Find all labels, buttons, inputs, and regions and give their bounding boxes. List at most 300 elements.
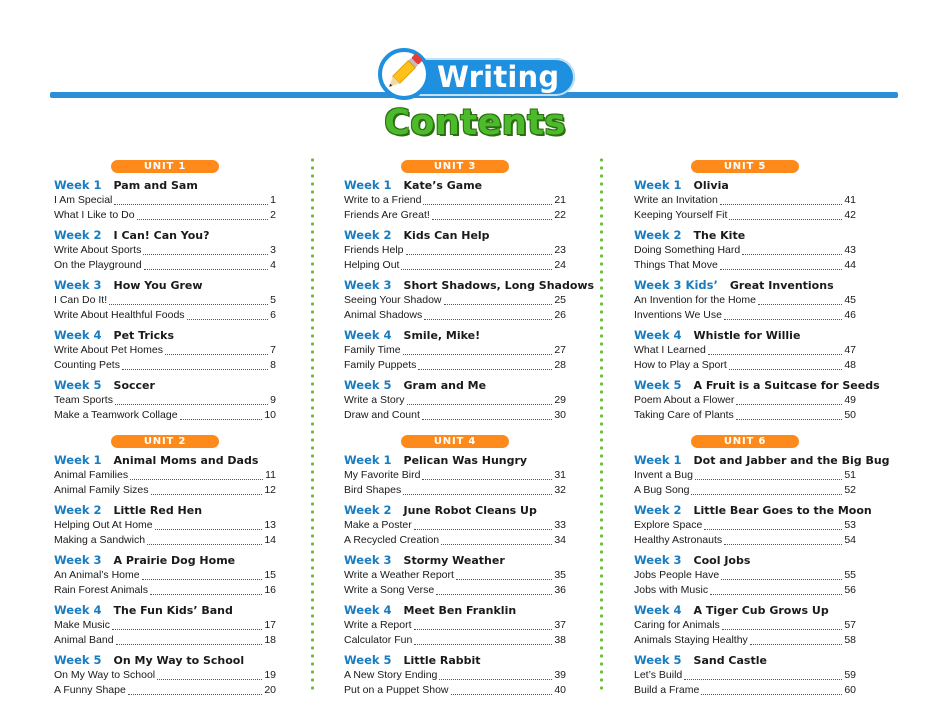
week-group — [344, 552, 566, 598]
page-number: 41 — [844, 194, 856, 206]
week-title: June Robot Cleans Up — [403, 504, 537, 517]
entry-title: An Invention for the Home — [634, 294, 756, 306]
toc-entry[interactable] — [344, 618, 566, 633]
toc-entry[interactable] — [344, 193, 566, 208]
week-title: Pelican Was Hungry — [403, 454, 528, 467]
week-number: Week 4 — [634, 603, 682, 617]
dot-leader — [165, 345, 268, 355]
page-number: 56 — [844, 584, 856, 596]
toc-entry[interactable] — [634, 668, 856, 683]
page-number: 2 — [270, 209, 276, 221]
week-heading — [634, 502, 872, 518]
page-number: 3 — [270, 244, 276, 256]
toc-entry[interactable] — [634, 568, 856, 583]
unit-label: UNIT 5 — [691, 160, 799, 173]
dot-leader — [422, 470, 552, 480]
toc-entry[interactable] — [344, 208, 566, 223]
week-group — [344, 502, 566, 548]
week-group — [54, 227, 276, 273]
entry-title: How to Play a Sport — [634, 359, 727, 371]
entry-title: Jobs with Music — [634, 584, 709, 596]
dot-leader — [109, 295, 268, 305]
page-number: 21 — [554, 194, 566, 206]
week-heading — [54, 227, 276, 243]
toc-entry[interactable] — [54, 668, 276, 683]
page-number: 57 — [844, 619, 856, 631]
week-number: Week 5 — [344, 653, 392, 667]
toc-entry[interactable] — [634, 633, 856, 648]
dot-leader — [150, 585, 262, 595]
page-number: 30 — [554, 409, 566, 421]
dot-leader — [115, 395, 268, 405]
week-heading — [344, 327, 566, 343]
week-title: On My Way to School — [113, 654, 245, 667]
week-group — [634, 502, 872, 548]
page-number: 17 — [264, 619, 276, 631]
week-group — [634, 652, 856, 698]
toc-entry[interactable] — [344, 518, 566, 533]
entry-title: Write a Song Verse — [344, 584, 435, 596]
week-group — [54, 177, 276, 223]
page-number: 15 — [264, 569, 276, 581]
page-number: 52 — [844, 484, 856, 496]
week-title: Cool Jobs — [693, 554, 751, 567]
page-number: 22 — [554, 209, 566, 221]
page-number: 46 — [844, 309, 856, 321]
dot-leader — [403, 485, 552, 495]
page-number: 51 — [844, 469, 856, 481]
dot-leader — [116, 635, 263, 645]
entry-title: Making a Sandwich — [54, 534, 146, 546]
toc-entry[interactable] — [634, 683, 856, 698]
dot-leader — [147, 535, 262, 545]
page-number: 5 — [270, 294, 276, 306]
week-title: Kids Can Help — [403, 229, 490, 242]
entry-title: On the Playground — [54, 259, 142, 271]
week-title: Whistle for Willie — [693, 329, 801, 342]
page-number: 18 — [264, 634, 276, 646]
page-number: 39 — [554, 669, 566, 681]
week-number: Week 3 — [344, 553, 392, 567]
entry-title: Draw and Count — [344, 409, 420, 421]
entry-title: Things That Move — [634, 259, 718, 271]
page-number: 16 — [264, 584, 276, 596]
page-number: 13 — [264, 519, 276, 531]
page-number: 25 — [554, 294, 566, 306]
toc-entry[interactable] — [634, 258, 856, 273]
page-number: 49 — [844, 394, 856, 406]
toc-entry[interactable] — [54, 258, 276, 273]
week-title: Short Shadows, Long Shadows — [403, 279, 595, 292]
week-number: Week 2 — [344, 503, 392, 517]
week-heading — [634, 277, 856, 293]
week-heading — [54, 652, 276, 668]
toc-entry[interactable] — [54, 533, 276, 548]
week-heading — [54, 452, 276, 468]
toc-entry[interactable] — [634, 243, 856, 258]
entry-title: Poem About a Flower — [634, 394, 735, 406]
entry-title: I Am Special — [54, 194, 113, 206]
week-heading — [344, 602, 566, 618]
toc-entry[interactable] — [54, 468, 276, 483]
dot-leader — [684, 670, 842, 680]
toc-entry[interactable] — [634, 618, 856, 633]
entry-title: Animal Families — [54, 469, 129, 481]
entry-title: A Bug Song — [634, 484, 690, 496]
page-number: 27 — [554, 344, 566, 356]
week-group — [344, 327, 566, 373]
week-group — [54, 552, 276, 598]
toc-entry[interactable] — [634, 533, 856, 548]
page-number: 58 — [844, 634, 856, 646]
week-group — [634, 327, 856, 373]
toc-entry[interactable] — [54, 568, 276, 583]
week-number: Week 3 — [634, 553, 682, 567]
entry-title: Animal Family Sizes — [54, 484, 149, 496]
week-heading — [634, 227, 856, 243]
week-number: Week 5 — [344, 378, 392, 392]
dot-leader — [414, 520, 553, 530]
dot-leader — [187, 310, 269, 320]
unit-section — [634, 435, 890, 698]
page-number: 6 — [270, 309, 276, 321]
toc-entry[interactable] — [344, 408, 566, 423]
week-heading — [54, 327, 276, 343]
toc-entry[interactable] — [54, 243, 276, 258]
dot-leader — [128, 685, 263, 695]
week-heading — [54, 277, 276, 293]
dot-leader — [444, 295, 553, 305]
page-number: 23 — [554, 244, 566, 256]
toc-entry[interactable] — [54, 583, 276, 598]
toc-entry[interactable] — [344, 308, 566, 323]
toc-entry[interactable] — [54, 393, 276, 408]
entry-title: A Funny Shape — [54, 684, 126, 696]
page-number: 26 — [554, 309, 566, 321]
dot-leader — [180, 410, 263, 420]
week-title: Meet Ben Franklin — [403, 604, 517, 617]
toc-entry[interactable] — [634, 483, 856, 498]
week-number: Week 3 — [54, 553, 102, 567]
page-number: 4 — [270, 259, 276, 271]
dot-leader — [729, 360, 843, 370]
week-title: The Kite — [693, 229, 746, 242]
toc-entry[interactable] — [54, 343, 276, 358]
dot-leader — [708, 345, 843, 355]
entry-title: On My Way to School — [54, 669, 156, 681]
toc-entry[interactable] — [344, 468, 566, 483]
week-title: A Prairie Dog Home — [113, 554, 236, 567]
dot-leader — [407, 395, 553, 405]
unit-label: UNIT 4 — [401, 435, 509, 448]
entry-title: Family Time — [344, 344, 401, 356]
page-number: 19 — [264, 669, 276, 681]
week-group — [634, 452, 890, 498]
week-heading — [634, 452, 890, 468]
page-number: 32 — [554, 484, 566, 496]
week-heading — [344, 552, 566, 568]
week-group — [344, 227, 566, 273]
week-number: Week 4 — [634, 328, 682, 342]
week-group — [344, 377, 566, 423]
toc-entry[interactable] — [344, 633, 566, 648]
toc-entry[interactable] — [54, 408, 276, 423]
toc-entry[interactable] — [634, 358, 856, 373]
entry-title: Write About Pet Homes — [54, 344, 163, 356]
week-number: Week 2 — [634, 503, 682, 517]
week-title: I Can! Can You? — [113, 229, 210, 242]
week-title: Little Rabbit — [403, 654, 481, 667]
week-group — [634, 602, 856, 648]
week-group — [634, 177, 856, 223]
dot-leader — [157, 670, 262, 680]
entry-title: Healthy Astronauts — [634, 534, 723, 546]
entry-title: Inventions We Use — [634, 309, 722, 321]
toc-entry[interactable] — [344, 243, 566, 258]
week-group — [54, 602, 276, 648]
entry-title: My Favorite Bird — [344, 469, 421, 481]
week-number: Week 1 — [634, 178, 682, 192]
toc-entry[interactable] — [54, 483, 276, 498]
entry-title: What I Learned — [634, 344, 706, 356]
toc-entry[interactable] — [634, 193, 856, 208]
toc-entry[interactable] — [634, 393, 856, 408]
dot-leader — [137, 210, 269, 220]
entry-title: Helping Out — [344, 259, 400, 271]
entry-title: Keeping Yourself Fit — [634, 209, 728, 221]
dot-leader — [414, 635, 552, 645]
week-number: Week 5 — [634, 378, 682, 392]
dot-leader — [142, 570, 263, 580]
unit-section — [634, 160, 880, 423]
week-number: Week 4 — [344, 328, 392, 342]
entry-title: Bird Shapes — [344, 484, 402, 496]
week-title: Gram and Me — [403, 379, 487, 392]
week-number: Week 2 — [54, 228, 102, 242]
toc-entry[interactable] — [634, 293, 856, 308]
toc-entry[interactable] — [344, 568, 566, 583]
toc-entry[interactable] — [54, 358, 276, 373]
week-heading — [634, 552, 856, 568]
writing-title: Writing — [437, 60, 560, 94]
toc-entry[interactable] — [54, 293, 276, 308]
week-number: Week 1 — [54, 178, 102, 192]
page-number: 1 — [270, 194, 276, 206]
page-number: 34 — [554, 534, 566, 546]
toc-entry[interactable] — [344, 343, 566, 358]
week-title: How You Grew — [113, 279, 203, 292]
week-heading — [344, 652, 566, 668]
toc-entry[interactable] — [634, 408, 856, 423]
entry-title: Write an Invitation — [634, 194, 718, 206]
week-title: A Tiger Cub Grows Up — [693, 604, 829, 617]
week-group — [634, 277, 856, 323]
toc-entry[interactable] — [634, 343, 856, 358]
week-group — [634, 552, 856, 598]
entry-title: Write to a Friend — [344, 194, 422, 206]
week-group — [344, 602, 566, 648]
dot-leader — [432, 210, 553, 220]
toc-entry[interactable] — [54, 208, 276, 223]
week-heading — [344, 227, 566, 243]
entry-title: Build a Frame — [634, 684, 700, 696]
week-group — [54, 652, 276, 698]
entry-title: Friends Are Great! — [344, 209, 430, 221]
page-number: 40 — [554, 684, 566, 696]
week-heading — [54, 377, 276, 393]
week-title: Animal Moms and Dads — [113, 454, 259, 467]
week-heading — [634, 652, 856, 668]
toc-entry[interactable] — [634, 468, 856, 483]
entry-title: Animals Staying Healthy — [634, 634, 748, 646]
dot-leader — [729, 210, 842, 220]
page-number: 60 — [844, 684, 856, 696]
page-number: 24 — [554, 259, 566, 271]
week-title: A Fruit is a Suitcase for Seeds — [693, 379, 880, 392]
page-number: 31 — [554, 469, 566, 481]
week-number: Week 4 — [54, 328, 102, 342]
entry-title: A Recycled Creation — [344, 534, 440, 546]
page-number: 29 — [554, 394, 566, 406]
entry-title: A New Story Ending — [344, 669, 438, 681]
toc-entry[interactable] — [634, 583, 856, 598]
dot-leader — [720, 260, 842, 270]
dot-leader — [414, 620, 553, 630]
toc-entry[interactable] — [54, 618, 276, 633]
dot-leader — [710, 585, 842, 595]
toc-entry[interactable] — [634, 308, 856, 323]
toc-entry[interactable] — [54, 683, 276, 698]
toc-entry[interactable] — [344, 533, 566, 548]
week-heading — [344, 452, 566, 468]
toc-entry[interactable] — [54, 193, 276, 208]
dot-leader — [406, 245, 553, 255]
week-title: Great Inventions — [729, 279, 834, 292]
week-number: Week 3 — [344, 278, 392, 292]
entry-title: I Can Do It! — [54, 294, 108, 306]
toc-entry[interactable] — [54, 518, 276, 533]
week-title: Stormy Weather — [403, 554, 505, 567]
week-heading — [634, 327, 856, 343]
page-number: 59 — [844, 669, 856, 681]
entry-title: Let’s Build — [634, 669, 683, 681]
dot-leader — [439, 670, 552, 680]
page-number: 36 — [554, 584, 566, 596]
entry-title: Write About Healthful Foods — [54, 309, 185, 321]
week-number: Week 5 — [54, 378, 102, 392]
dot-leader — [441, 535, 552, 545]
entry-title: Explore Space — [634, 519, 703, 531]
toc-entry[interactable] — [634, 208, 856, 223]
week-number: Week 3 Kids’ — [634, 278, 718, 292]
page-number: 45 — [844, 294, 856, 306]
page-number: 42 — [844, 209, 856, 221]
toc-entry[interactable] — [344, 293, 566, 308]
week-group — [344, 277, 595, 323]
entry-title: Helping Out At Home — [54, 519, 153, 531]
entry-title: Seeing Your Shadow — [344, 294, 442, 306]
toc-entry[interactable] — [344, 258, 566, 273]
entry-title: Write a Weather Report — [344, 569, 454, 581]
entry-title: Write About Sports — [54, 244, 142, 256]
week-title: Pam and Sam — [113, 179, 198, 192]
week-title: Soccer — [113, 379, 155, 392]
week-title: Pet Tricks — [113, 329, 175, 342]
entry-title: Put on a Puppet Show — [344, 684, 449, 696]
week-title: The Fun Kids’ Band — [113, 604, 233, 617]
week-heading — [344, 277, 595, 293]
toc-entry[interactable] — [344, 358, 566, 373]
toc-entry[interactable] — [344, 668, 566, 683]
toc-entry[interactable] — [344, 683, 566, 698]
week-heading — [344, 502, 566, 518]
entry-title: An Animal’s Home — [54, 569, 140, 581]
week-number: Week 3 — [54, 278, 102, 292]
toc-column-1 — [54, 160, 276, 698]
week-number: Week 1 — [634, 453, 682, 467]
entry-title: Caring for Animals — [634, 619, 720, 631]
dot-leader — [403, 345, 553, 355]
unit-label: UNIT 3 — [401, 160, 509, 173]
column-divider — [311, 156, 314, 691]
entry-title: Make a Poster — [344, 519, 412, 531]
week-number: Week 1 — [344, 453, 392, 467]
page-number: 14 — [264, 534, 276, 546]
toc-entry[interactable] — [344, 393, 566, 408]
week-heading — [634, 177, 856, 193]
page-number: 7 — [270, 344, 276, 356]
page-number: 12 — [264, 484, 276, 496]
column-divider — [600, 156, 603, 691]
page-number: 9 — [270, 394, 276, 406]
toc-entry[interactable] — [634, 518, 856, 533]
week-title: Dot and Jabber and the Big Bug — [693, 454, 890, 467]
week-group — [54, 277, 276, 323]
dot-leader — [422, 410, 552, 420]
toc-entry[interactable] — [54, 633, 276, 648]
page-number: 48 — [844, 359, 856, 371]
toc-entry[interactable] — [54, 308, 276, 323]
page-number: 37 — [554, 619, 566, 631]
week-number: Week 2 — [54, 503, 102, 517]
dot-leader — [151, 485, 263, 495]
week-group — [54, 377, 276, 423]
entry-title: Rain Forest Animals — [54, 584, 148, 596]
week-heading — [344, 177, 566, 193]
dot-leader — [750, 635, 843, 645]
week-number: Week 1 — [54, 453, 102, 467]
page-number: 11 — [265, 469, 276, 481]
dot-leader — [720, 195, 842, 205]
page-number: 35 — [554, 569, 566, 581]
week-heading — [634, 602, 856, 618]
page-number: 50 — [844, 409, 856, 421]
entry-title: Calculator Fun — [344, 634, 413, 646]
dot-leader — [721, 570, 842, 580]
entry-title: Taking Care of Plants — [634, 409, 734, 421]
week-number: Week 5 — [54, 653, 102, 667]
toc-entry[interactable] — [344, 483, 566, 498]
week-heading — [634, 377, 880, 393]
week-group — [634, 377, 880, 423]
week-number: Week 2 — [344, 228, 392, 242]
dot-leader — [424, 310, 552, 320]
week-number: Week 4 — [344, 603, 392, 617]
toc-entry[interactable] — [344, 583, 566, 598]
week-group — [344, 452, 566, 498]
page-number: 28 — [554, 359, 566, 371]
page-title: Contents — [384, 103, 566, 143]
